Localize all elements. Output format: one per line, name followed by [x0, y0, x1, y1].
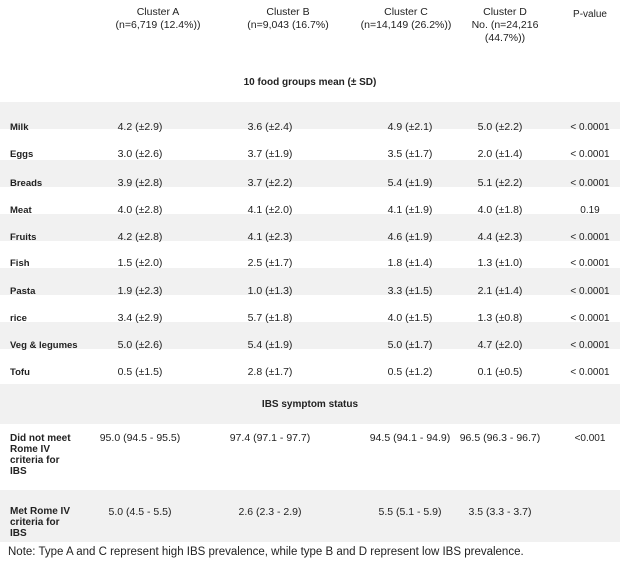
header-cluster-d: [445, 6, 565, 45]
cell-c: 4.0 (±1.5): [387, 312, 433, 324]
cell-d: 3.5 (3.3 - 3.7): [468, 506, 532, 518]
cell-p: < 0.0001: [570, 367, 610, 378]
header-cluster-d-pct: (44.7%)): [484, 32, 526, 44]
cell-p: <0.001: [574, 433, 606, 444]
cell-b: 4.1 (±2.0): [247, 204, 293, 216]
cell-b: 5.4 (±1.9): [247, 339, 293, 351]
row-label-milk: Milk: [10, 122, 29, 133]
row-label-line: Met Rome IV: [10, 506, 71, 517]
section-ibs-status-title: IBS symptom status: [261, 399, 359, 410]
header-cluster-c-n: (n=14,149 (26.2%)): [360, 19, 452, 31]
cell-b: 4.1 (±2.3): [247, 231, 293, 243]
header-cluster-a: [93, 6, 223, 32]
row-label-line: IBS: [10, 466, 27, 477]
row-label-line: IBS: [10, 528, 27, 539]
cell-d: 4.0 (±1.8): [477, 204, 523, 216]
cell-c: 3.5 (±1.7): [387, 148, 433, 160]
cell-b: 1.0 (±1.3): [247, 285, 293, 297]
row-label-meat: Meat: [10, 205, 32, 216]
row-label-veg-legumes: Veg & legumes: [10, 340, 78, 351]
header-cluster-d-title: Cluster D: [483, 6, 527, 18]
cell-d: 0.1 (±0.5): [477, 366, 523, 378]
row-label-breads: Breads: [10, 178, 43, 189]
header-cluster-a-n: (n=6,719 (12.4%)): [115, 19, 201, 31]
cell-b: 2.5 (±1.7): [247, 257, 293, 269]
row-label-pasta: Pasta: [10, 286, 36, 297]
cell-b: 2.6 (2.3 - 2.9): [238, 506, 302, 518]
cell-b: 97.4 (97.1 - 97.7): [229, 432, 311, 444]
cell-d: 2.1 (±1.4): [477, 285, 523, 297]
row-label-met-rome-iv: [10, 506, 90, 539]
cell-d: 2.0 (±1.4): [477, 148, 523, 160]
cell-a: 4.2 (±2.8): [117, 231, 163, 243]
row-label-tofu: Tofu: [10, 367, 30, 378]
row-label-line: Did not meet: [10, 433, 71, 444]
cell-a: 5.0 (4.5 - 5.5): [108, 506, 172, 518]
cell-a: 4.2 (±2.9): [117, 121, 163, 133]
cell-p: < 0.0001: [570, 258, 610, 269]
cell-b: 3.7 (±1.9): [247, 148, 293, 160]
footnote: Note: Type A and C represent high IBS prevalence, while type B and D represent low IBS prevalence.: [8, 546, 524, 558]
cell-a: 0.5 (±1.5): [117, 366, 163, 378]
header-cluster-a-title: Cluster A: [136, 6, 180, 18]
cell-b: 3.6 (±2.4): [247, 121, 293, 133]
row-label-rice: rice: [10, 313, 27, 324]
header-cluster-b-n: (n=9,043 (16.7%): [247, 19, 329, 31]
cell-a: 1.9 (±2.3): [117, 285, 163, 297]
cell-p: < 0.0001: [570, 178, 610, 189]
row-label-line: criteria for: [10, 517, 60, 528]
cell-a: 5.0 (±2.6): [117, 339, 163, 351]
header-cluster-b-title: Cluster B: [266, 6, 310, 18]
cell-b: 3.7 (±2.2): [247, 177, 293, 189]
cell-p: < 0.0001: [570, 232, 610, 243]
cell-p: < 0.0001: [570, 340, 610, 351]
cell-a: 3.9 (±2.8): [117, 177, 163, 189]
cell-b: 5.7 (±1.8): [247, 312, 293, 324]
cell-d: 1.3 (±0.8): [477, 312, 523, 324]
cell-b: 2.8 (±1.7): [247, 366, 293, 378]
cell-d: 4.7 (±2.0): [477, 339, 523, 351]
cell-c: 3.3 (±1.5): [387, 285, 433, 297]
cell-c: 4.9 (±2.1): [387, 121, 433, 133]
header-pvalue: P-value: [573, 9, 607, 20]
cell-c: 5.0 (±1.7): [387, 339, 433, 351]
cell-p: < 0.0001: [570, 122, 610, 133]
row-label-line: Rome IV: [10, 444, 51, 455]
cell-a: 4.0 (±2.8): [117, 204, 163, 216]
cell-a: 3.4 (±2.9): [117, 312, 163, 324]
cell-c: 4.6 (±1.9): [387, 231, 433, 243]
cell-p: < 0.0001: [570, 149, 610, 160]
cell-c: 94.5 (94.1 - 94.9): [369, 432, 451, 444]
row-label-eggs: Eggs: [10, 149, 34, 160]
cell-c: 4.1 (±1.9): [387, 204, 433, 216]
cell-p: < 0.0001: [570, 286, 610, 297]
row-label-fruits: Fruits: [10, 232, 37, 243]
cell-a: 95.0 (94.5 - 95.5): [99, 432, 181, 444]
header-cluster-b: [223, 6, 353, 32]
row-label-did-not-meet: [10, 433, 90, 477]
cell-d: 96.5 (96.3 - 96.7): [459, 432, 541, 444]
section-food-groups-title: 10 food groups mean (± SD): [243, 77, 377, 88]
row-label-fish: Fish: [10, 258, 30, 269]
cell-a: 1.5 (±2.0): [117, 257, 163, 269]
row-label-line: criteria for: [10, 455, 60, 466]
cell-c: 5.4 (±1.9): [387, 177, 433, 189]
cell-d: 1.3 (±1.0): [477, 257, 523, 269]
cell-c: 0.5 (±1.2): [387, 366, 433, 378]
cell-d: 5.0 (±2.2): [477, 121, 523, 133]
cell-d: 4.4 (±2.3): [477, 231, 523, 243]
cell-c: 5.5 (5.1 - 5.9): [378, 506, 442, 518]
header-cluster-d-n: No. (n=24,216: [471, 19, 539, 31]
cell-p: 0.19: [580, 205, 600, 216]
cell-d: 5.1 (±2.2): [477, 177, 523, 189]
cell-a: 3.0 (±2.6): [117, 148, 163, 160]
header-cluster-c-title: Cluster C: [384, 6, 428, 18]
cell-c: 1.8 (±1.4): [387, 257, 433, 269]
cell-p: < 0.0001: [570, 313, 610, 324]
